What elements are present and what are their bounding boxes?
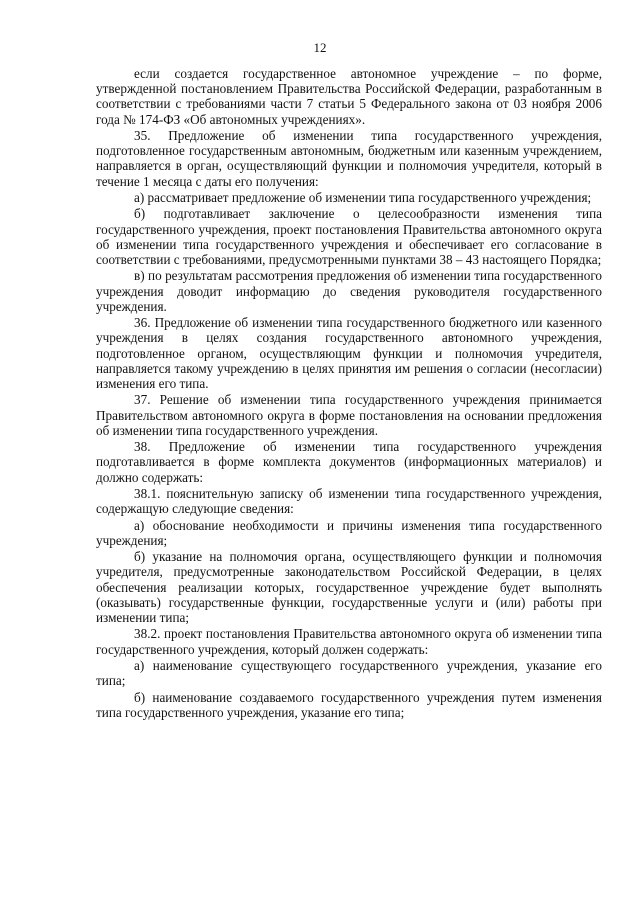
page-number: 12 xyxy=(313,40,327,55)
paragraph-38-1-a: а) обоснование необходимости и причины изменения типа государственного учреждения; xyxy=(96,517,602,548)
paragraph-35-a: а) рассматривает предложение об изменении типа государственного учреждения; xyxy=(134,190,592,205)
paragraph-38-2: 38.2. проект постановления Правительства автономного округа об изменении типа государственного учреждения, который должен содержать: xyxy=(96,626,602,657)
paragraph-continuation: если создается государственное автономное учреждение – по форме, утвержденной постановлением Правительства Российской Федерации, разработанным в соответствии с требованиями части 7 статьи 5 Федерального закона от 03 ноября 2006 года № 174-ФЗ «Об автономных учреждениях». xyxy=(96,66,602,127)
paragraph-36: 36. Предложение об изменении типа государственного бюджетного или казенного учреждения в целях создания государственного автономного учреждения, подготовленное органом, осуществляющим функции и полномочия учредителя, направляется такому учреждению в целях принятия им решения о согласии (несогласии) изменения его типа. xyxy=(96,315,602,391)
paragraph-37: 37. Решение об изменении типа государственного учреждения принимается Правительством автономного округа в форме постановления на основании предложения об изменении типа государственного учреждения. xyxy=(96,392,602,438)
paragraph-38: 38. Предложение об изменении типа государственного учреждения подготавливается в форме комплекта документов (информационных материалов) и должно содержать: xyxy=(96,439,602,485)
paragraph-35-v: в) по результатам рассмотрения предложения об изменении типа государственного учреждения доводит информацию до сведения руководителя государственного учреждения. xyxy=(96,268,602,314)
paragraph-38-1-b: б) указание на полномочия органа, осуществляющего функции и полномочия учредителя, предусмотренные законодательством Российской Федерации, в целях обеспечения реализации которых, государственное учреждение будет выполнять (оказывать) государственные функции, государственные услуги и (или) работы при изменении типа; xyxy=(96,549,602,625)
paragraph-38-1: 38.1. пояснительную записку об изменении типа государственного учреждения, содержащую следующие сведения: xyxy=(96,485,602,517)
paragraph-38-2-b: б) наименование создаваемого государственного учреждения путем изменения типа государственного учреждения, указание его типа; xyxy=(96,689,602,720)
paragraph-35: 35. Предложение об изменении типа государственного учреждения, подготовленное государственным автономным, бюджетным или казенным учреждением, направляется в орган, осуществляющий функции и полномочия учредителя, который в течение 1 месяца с даты его получения: xyxy=(96,128,602,189)
document-body xyxy=(96,66,602,721)
paragraph-38-2-a: а) наименование существующего государственного учреждения, указание его типа; xyxy=(96,657,602,689)
paragraph-35-b: б) подготавливает заключение о целесообразности изменения типа государственного учреждения, проект постановления Правительства автономного округа об изменении типа государственного учреждения и обеспечивает его согласование в соответствии с требованиями, предусмотренными пунктами 38 – 43 настоящего Порядка; xyxy=(96,206,602,267)
